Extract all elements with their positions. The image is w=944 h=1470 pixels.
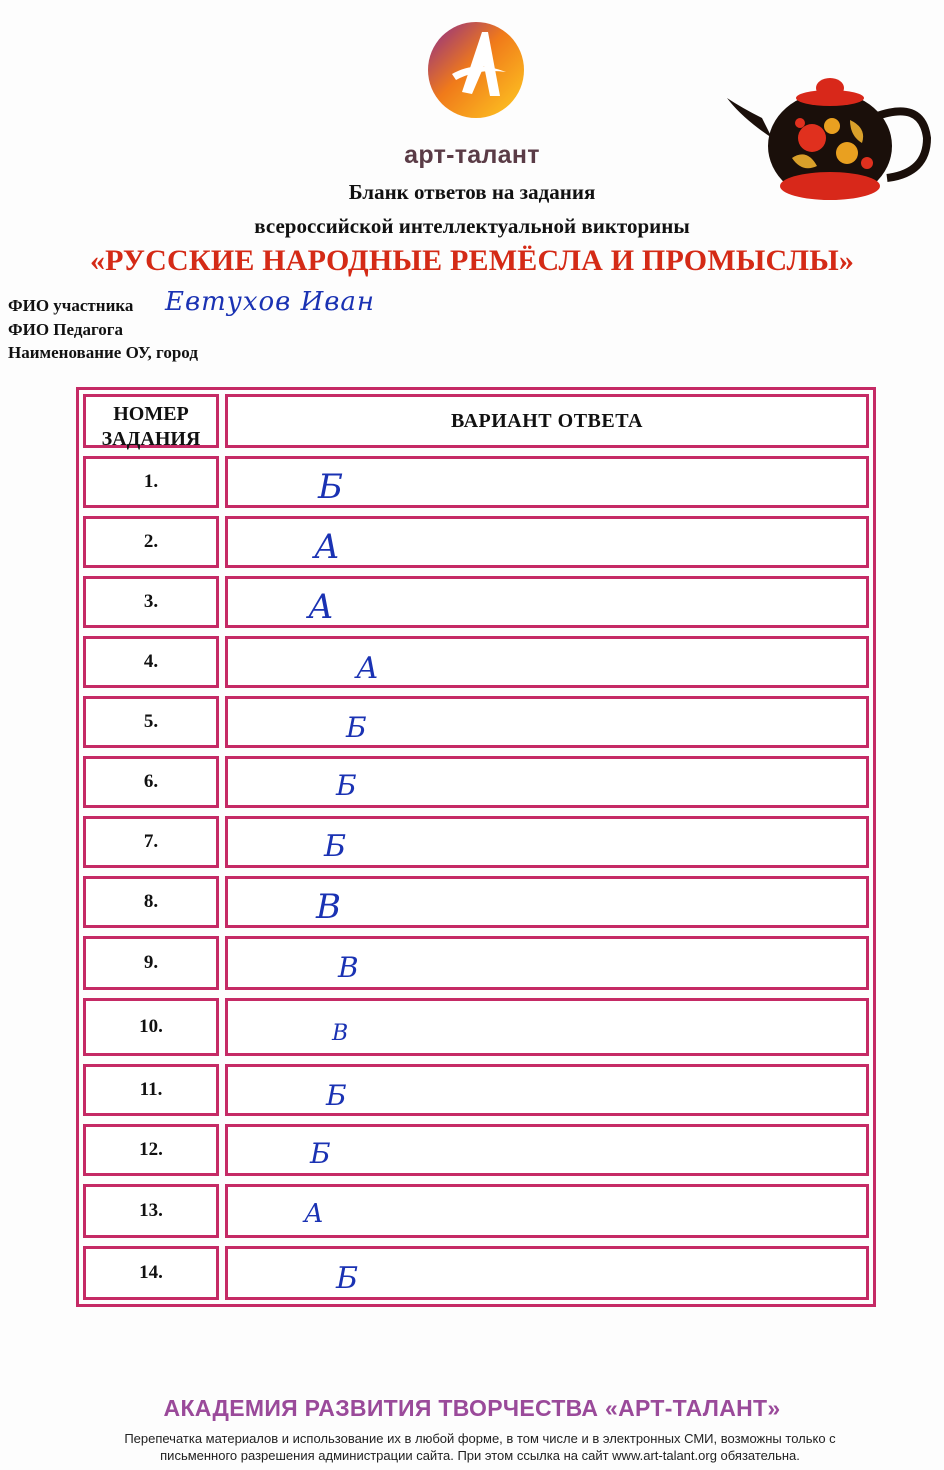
table-row: [79, 632, 873, 692]
table-row: [79, 572, 873, 632]
task-number: 4.: [143, 651, 159, 672]
quiz-title: «РУССКИЕ НАРОДНЫЕ РЕМЁСЛА И ПРОМЫСЛЫ»: [89, 244, 855, 277]
answer-value: А: [304, 1199, 324, 1229]
task-number: 3.: [143, 591, 159, 612]
table-row: [79, 452, 873, 512]
task-number: 11.: [139, 1079, 163, 1100]
table-row: [79, 994, 873, 1060]
task-number: 6.: [143, 771, 159, 792]
answer-value: Б: [336, 1261, 359, 1296]
answer-value: В: [332, 1021, 349, 1046]
form-subheading: всероссийской интеллектуальной викторины: [254, 214, 690, 238]
answer-value: В: [316, 887, 341, 927]
column-header-answer: ВАРИАНТ ОТВЕТА: [225, 394, 869, 448]
task-number: 7.: [143, 831, 159, 852]
table-row: [79, 752, 873, 812]
academy-name: АКАДЕМИЯ РАЗВИТИЯ ТВОРЧЕСТВА «АРТ-ТАЛАНТ»: [163, 1395, 781, 1421]
answer-value: А: [308, 587, 334, 627]
copyright-line: Перепечатка материалов и использование их в любой форме, в том числе и в электронных СМИ, возможны только с: [124, 1431, 836, 1446]
answer-value: Б: [346, 711, 367, 744]
answer-value: Б: [336, 769, 357, 802]
answer-value: А: [356, 651, 379, 686]
brand-name: арт-талант: [404, 141, 540, 169]
copyright-line: письменного разрешения администрации сайта. При этом ссылка на сайт www.art-talant.org обязательна.: [160, 1448, 800, 1463]
table-header-row: [79, 390, 873, 452]
answer-value: А: [314, 527, 340, 567]
task-number: 9.: [143, 952, 159, 973]
answer-value: Б: [318, 467, 343, 507]
form-heading: Бланк ответов на задания: [348, 180, 596, 204]
art-talant-logo-icon: [422, 14, 530, 122]
task-number: 5.: [143, 711, 159, 732]
task-number: 2.: [143, 531, 159, 552]
task-number: 13.: [139, 1200, 163, 1221]
participant-name: Евтухов Иван: [165, 287, 375, 317]
school-label: Наименование ОУ, город: [8, 343, 198, 362]
answer-table: [76, 387, 876, 1307]
participant-label: ФИО участника: [8, 296, 134, 315]
teacher-label: ФИО Педагога: [8, 320, 123, 339]
table-row: [79, 932, 873, 994]
task-number: 1.: [143, 471, 159, 492]
table-row: [79, 1242, 873, 1304]
task-number: 14.: [139, 1262, 163, 1283]
table-row: [79, 872, 873, 932]
task-number: 8.: [143, 891, 159, 912]
table-row: [79, 512, 873, 572]
table-row: [79, 692, 873, 752]
task-number: 10.: [139, 1016, 163, 1037]
copyright-notice: [40, 1430, 920, 1464]
table-row: [79, 1120, 873, 1180]
answer-value: В: [338, 951, 359, 984]
column-header-number: НОМЕР ЗАДАНИЯ: [83, 394, 219, 448]
answer-value: Б: [324, 829, 347, 864]
task-number: 12.: [139, 1139, 163, 1160]
table-row: [79, 1180, 873, 1242]
answer-value: Б: [326, 1079, 347, 1112]
table-row: [79, 812, 873, 872]
table-row: [79, 1060, 873, 1120]
answer-value: Б: [310, 1137, 331, 1170]
